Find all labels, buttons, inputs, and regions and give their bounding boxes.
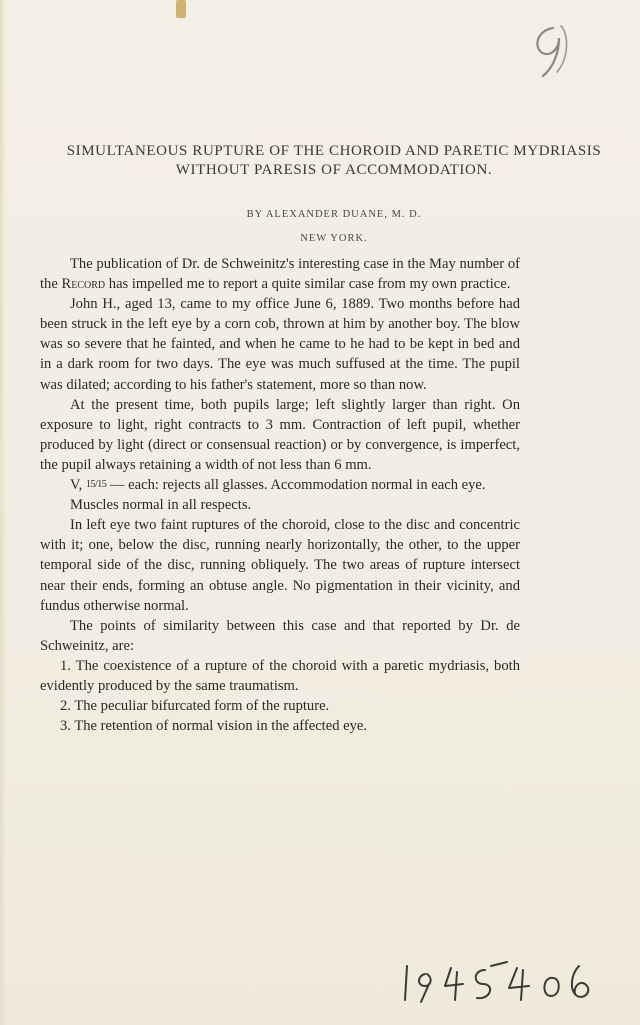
author-byline: BY ALEXANDER DUANE, M. D. bbox=[246, 209, 422, 220]
paragraph: John H., aged 13, came to my office June 6, 1889. Two months before had been struck in the left eye by a corn cob, thrown at him by another boy. The blow was so severe that he fainted, and when he came to he had to be kept in bed and in a dark room for two days. The eye was much suffused at the time. The pupil was dilated; according to his father's statement, more so than now. bbox=[40, 296, 520, 393]
paragraph: The points of similarity between this case and that reported by Dr. de Schweinitz, are: bbox=[40, 617, 520, 654]
paragraph: In left eye two faint ruptures of the choroid, close to the disc and concentric with it; one, below the disc, running nearly horizontally, the other, to the upper temporal side of the disc, running obliquely. The two areas of rupture intersect near their ends, forming an obtuse angle. No pigmentation in their vicinity, and fundus otherwise normal. bbox=[40, 517, 520, 614]
list-item: 2. The peculiar bifurcated form of the rupture. bbox=[60, 698, 330, 715]
paragraph-text: — each: rejects all glasses. Accommodation normal in each eye. bbox=[106, 477, 486, 494]
article-title: SIMULTANEOUS RUPTURE OF THE CHOROID AND PARETIC MYDRIASIS WITHOUT PARESIS OF ACCOMMODATION. bbox=[66, 143, 602, 178]
page-edge-shadow bbox=[0, 0, 6, 1025]
list-item: 1. The coexistence of a rupture of the choroid with a paretic mydriasis, both evidently produced by the same traumatism. bbox=[40, 657, 520, 694]
scan-tape-mark bbox=[176, 0, 186, 18]
paragraph-text: has impelled me to report a quite similar case from my own practice. bbox=[105, 276, 511, 293]
paragraph: Muscles normal in all respects. bbox=[70, 497, 252, 514]
list-item: 3. The retention of normal vision in the affected eye. bbox=[60, 718, 368, 735]
vision-label: V, bbox=[70, 477, 86, 494]
article-body bbox=[40, 254, 520, 736]
handwritten-accession-number bbox=[395, 960, 615, 1005]
author-location: NEW YORK. bbox=[300, 233, 368, 244]
journal-name: Record bbox=[61, 276, 106, 293]
vision-fraction: 15/15 bbox=[85, 479, 107, 491]
paragraph-text: The publication of Dr. de Schweinitz's interesting case in the May number of the bbox=[40, 256, 520, 293]
paragraph: At the present time, both pupils large; left slightly larger than right. On exposure to light, right contracts to 3 mm. Contraction of left pupil, whether produced by light (direct or consensual reaction) or by convergence, is imperfect, the pupil always retaining a width of not less than 6 mm. bbox=[40, 396, 520, 473]
paragraph-vision bbox=[40, 475, 520, 495]
handwritten-page-number bbox=[525, 22, 575, 80]
paragraph bbox=[40, 254, 520, 294]
